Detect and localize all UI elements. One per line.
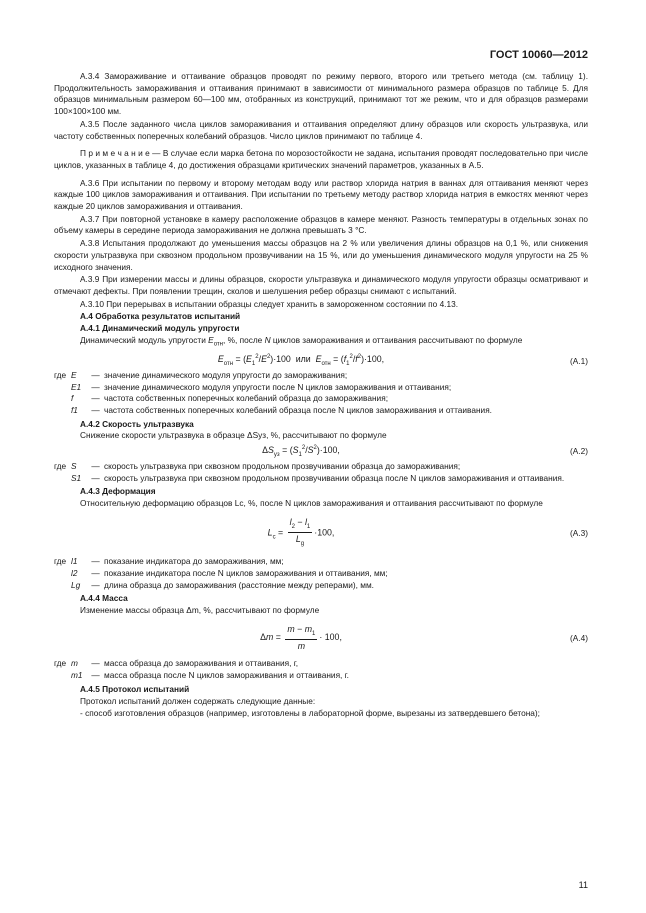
definition-row: где l1 — показание индикатора до замораживания, мм; xyxy=(54,556,284,567)
formula-a3-number: (А.3) xyxy=(570,527,588,538)
a42-definitions xyxy=(54,461,588,484)
heading-a45: А.4.5 Протокол испытаний xyxy=(80,683,190,694)
heading-a42: А.4.2 Скорость ультразвука xyxy=(80,418,194,429)
formula-a2 xyxy=(54,445,588,458)
a45-intro: Протокол испытаний должен содержать следующие данные: xyxy=(80,695,316,706)
definition-row: E1 — значение динамического модуля упругости после N циклов замораживания и оттаивания; xyxy=(71,381,452,392)
a45-item-1: - способ изготовления образцов (например, изготовлены в лабораторной форме, вырезаны из затвердевшего бетона); xyxy=(80,708,540,719)
formula-a4 xyxy=(54,623,588,653)
formula-a4-number: (А.4) xyxy=(570,632,588,643)
a41-definitions xyxy=(54,370,588,417)
formula-a2-number: (А.2) xyxy=(570,446,588,457)
paragraph-a36: А.3.6 При испытании по первому и второму методам воду или раствор хлорида натрия в ваннах для оттаивания меняют через каждые 100 циклов замораживания и оттаивания. При испытании по третьему методу раствор хлорида натрия в емкостях меняют через каждые 20 циклов замораживания и оттаивания. xyxy=(54,177,588,212)
formula-a1-number: (А.1) xyxy=(570,355,588,366)
formula-a3 xyxy=(54,516,588,551)
page-content xyxy=(54,71,588,721)
a44-definitions xyxy=(54,658,588,681)
definition-row: S1 — скорость ультразвука при сквозном продольном прозвучивании образца после N циклов замораживания и оттаивания. xyxy=(71,472,565,483)
definition-row: m1 — масса образца после N циклов замораживания и оттаивания, г. xyxy=(71,670,349,681)
formula-a3-body: $L_c$ = $\frac{l_2 - l_1}{L_g}$ ·100, xyxy=(267,516,335,548)
paragraph-a34: А.3.4 Замораживание и оттаивание образцов проводят по режиму первого, второго или третьего метода (см. таблицу 1). Продолжительность замораживания и оттаивания принимают в зависимости от минимального размера образцов по таблице 5. Для образцов минимальным размером 60—100 мм, отобранных из конструкций, принимают тот же режим, что и для образцов размерами 100×100×100 мм. xyxy=(54,71,588,117)
paragraph-a37: А.3.7 При повторной установке в камеру расположение образцов в камере меняют. Разность температуры в отдельных зонах по объему камеры в середине периода замораживания не должна превышать 3 °С. xyxy=(54,213,588,236)
definition-row: f1 — частота собственных поперечных колебаний образца после N циклов замораживания и оттаивания. xyxy=(71,404,492,415)
standard-header: ГОСТ 10060—2012 xyxy=(489,49,588,61)
formula-a4-body: Δm = $\frac{m - m_1}{m}$ · 100, xyxy=(260,623,342,652)
definition-row: l2 — показание индикатора после N циклов замораживания и оттаивания, мм; xyxy=(71,567,388,578)
a41-intro: Динамический модуль упругости $E_{отн}$, %, после N циклов замораживания и оттаивания рассчитывают по формуле xyxy=(80,334,523,348)
definition-row: где S — скорость ультразвука при сквозном продольном прозвучивании образца до замораживания; xyxy=(54,460,461,471)
formula-a2-body: $\Delta S_{уз} = (S_1^2/S^2)\cdot 100$, xyxy=(262,445,340,458)
definition-row: где m — масса образца до замораживания и оттаивания, г, xyxy=(54,658,299,669)
definition-row: f — частота собственных поперечных колебаний образца до замораживания; xyxy=(71,393,388,404)
heading-a41: А.4.1 Динамический модуль упругости xyxy=(80,323,240,334)
heading-a44: А.4.4 Масса xyxy=(80,593,128,604)
definition-row: где E — значение динамического модуля упругости до замораживания; xyxy=(54,369,348,380)
a42-intro: Снижение скорости ультразвука в образце ΔSуз, %, рассчитывают по формуле xyxy=(80,430,387,441)
heading-a4: А.4 Обработка результатов испытаний xyxy=(80,311,241,322)
formula-a1 xyxy=(54,354,588,367)
definition-row: Lg — длина образца до замораживания (расстояние между реперами), мм. xyxy=(71,579,374,590)
formula-a1-body: $E_{отн} = (E_1^2/E^2)\cdot 100$ или $E_{отн} = (f_1^2/f^2)\cdot 100$, xyxy=(217,354,385,367)
paragraph-a35: А.3.5 После заданного числа циклов замораживания и оттаивания определяют длину образцов или скорость ультразвука, или частоту собственных поперечных колебаний образцов. Число циклов принимают по таблице 4. xyxy=(54,118,588,141)
note-paragraph: П р и м е ч а н и е — В случае если марка бетона по морозостойкости не задана, испытания проводят последовательно при числе циклов, указанных в таблице 4, до достижения образцами критических значений параметров, указанных в А.5. xyxy=(54,148,588,170)
paragraph-a39: А.3.9 При измерении массы и длины образцов, скорости ультразвука и динамического модуля упругости образцы осматривают и отмечают дефекты. При появлении трещин, сколов и шелушения ребер образцы снимают с испытаний. xyxy=(54,274,588,296)
paragraph-a310: А.3.10 При перерывах в испытании образцы следует хранить в замороженном состоянии по 4.13. xyxy=(80,298,459,309)
heading-a43: А.4.3 Деформация xyxy=(80,486,156,497)
page-number: 11 xyxy=(578,880,588,890)
paragraph-a38: А.3.8 Испытания продолжают до уменьшения массы образцов на 2 % или увеличения длины образцов на 0,1 %, или снижения скорости ультразвука при сквозном продольном прозвучивании на 15 %, или до уменьшения динамического модуля упругости на 25 % исходного значения. xyxy=(54,238,588,272)
a43-intro: Относительную деформацию образцов Lc, %, после N циклов замораживания и оттаивания рассчитывают по формуле xyxy=(80,497,543,508)
a44-intro: Изменение массы образца Δm, %, рассчитывают по формуле xyxy=(80,604,320,615)
a43-definitions xyxy=(54,556,588,591)
